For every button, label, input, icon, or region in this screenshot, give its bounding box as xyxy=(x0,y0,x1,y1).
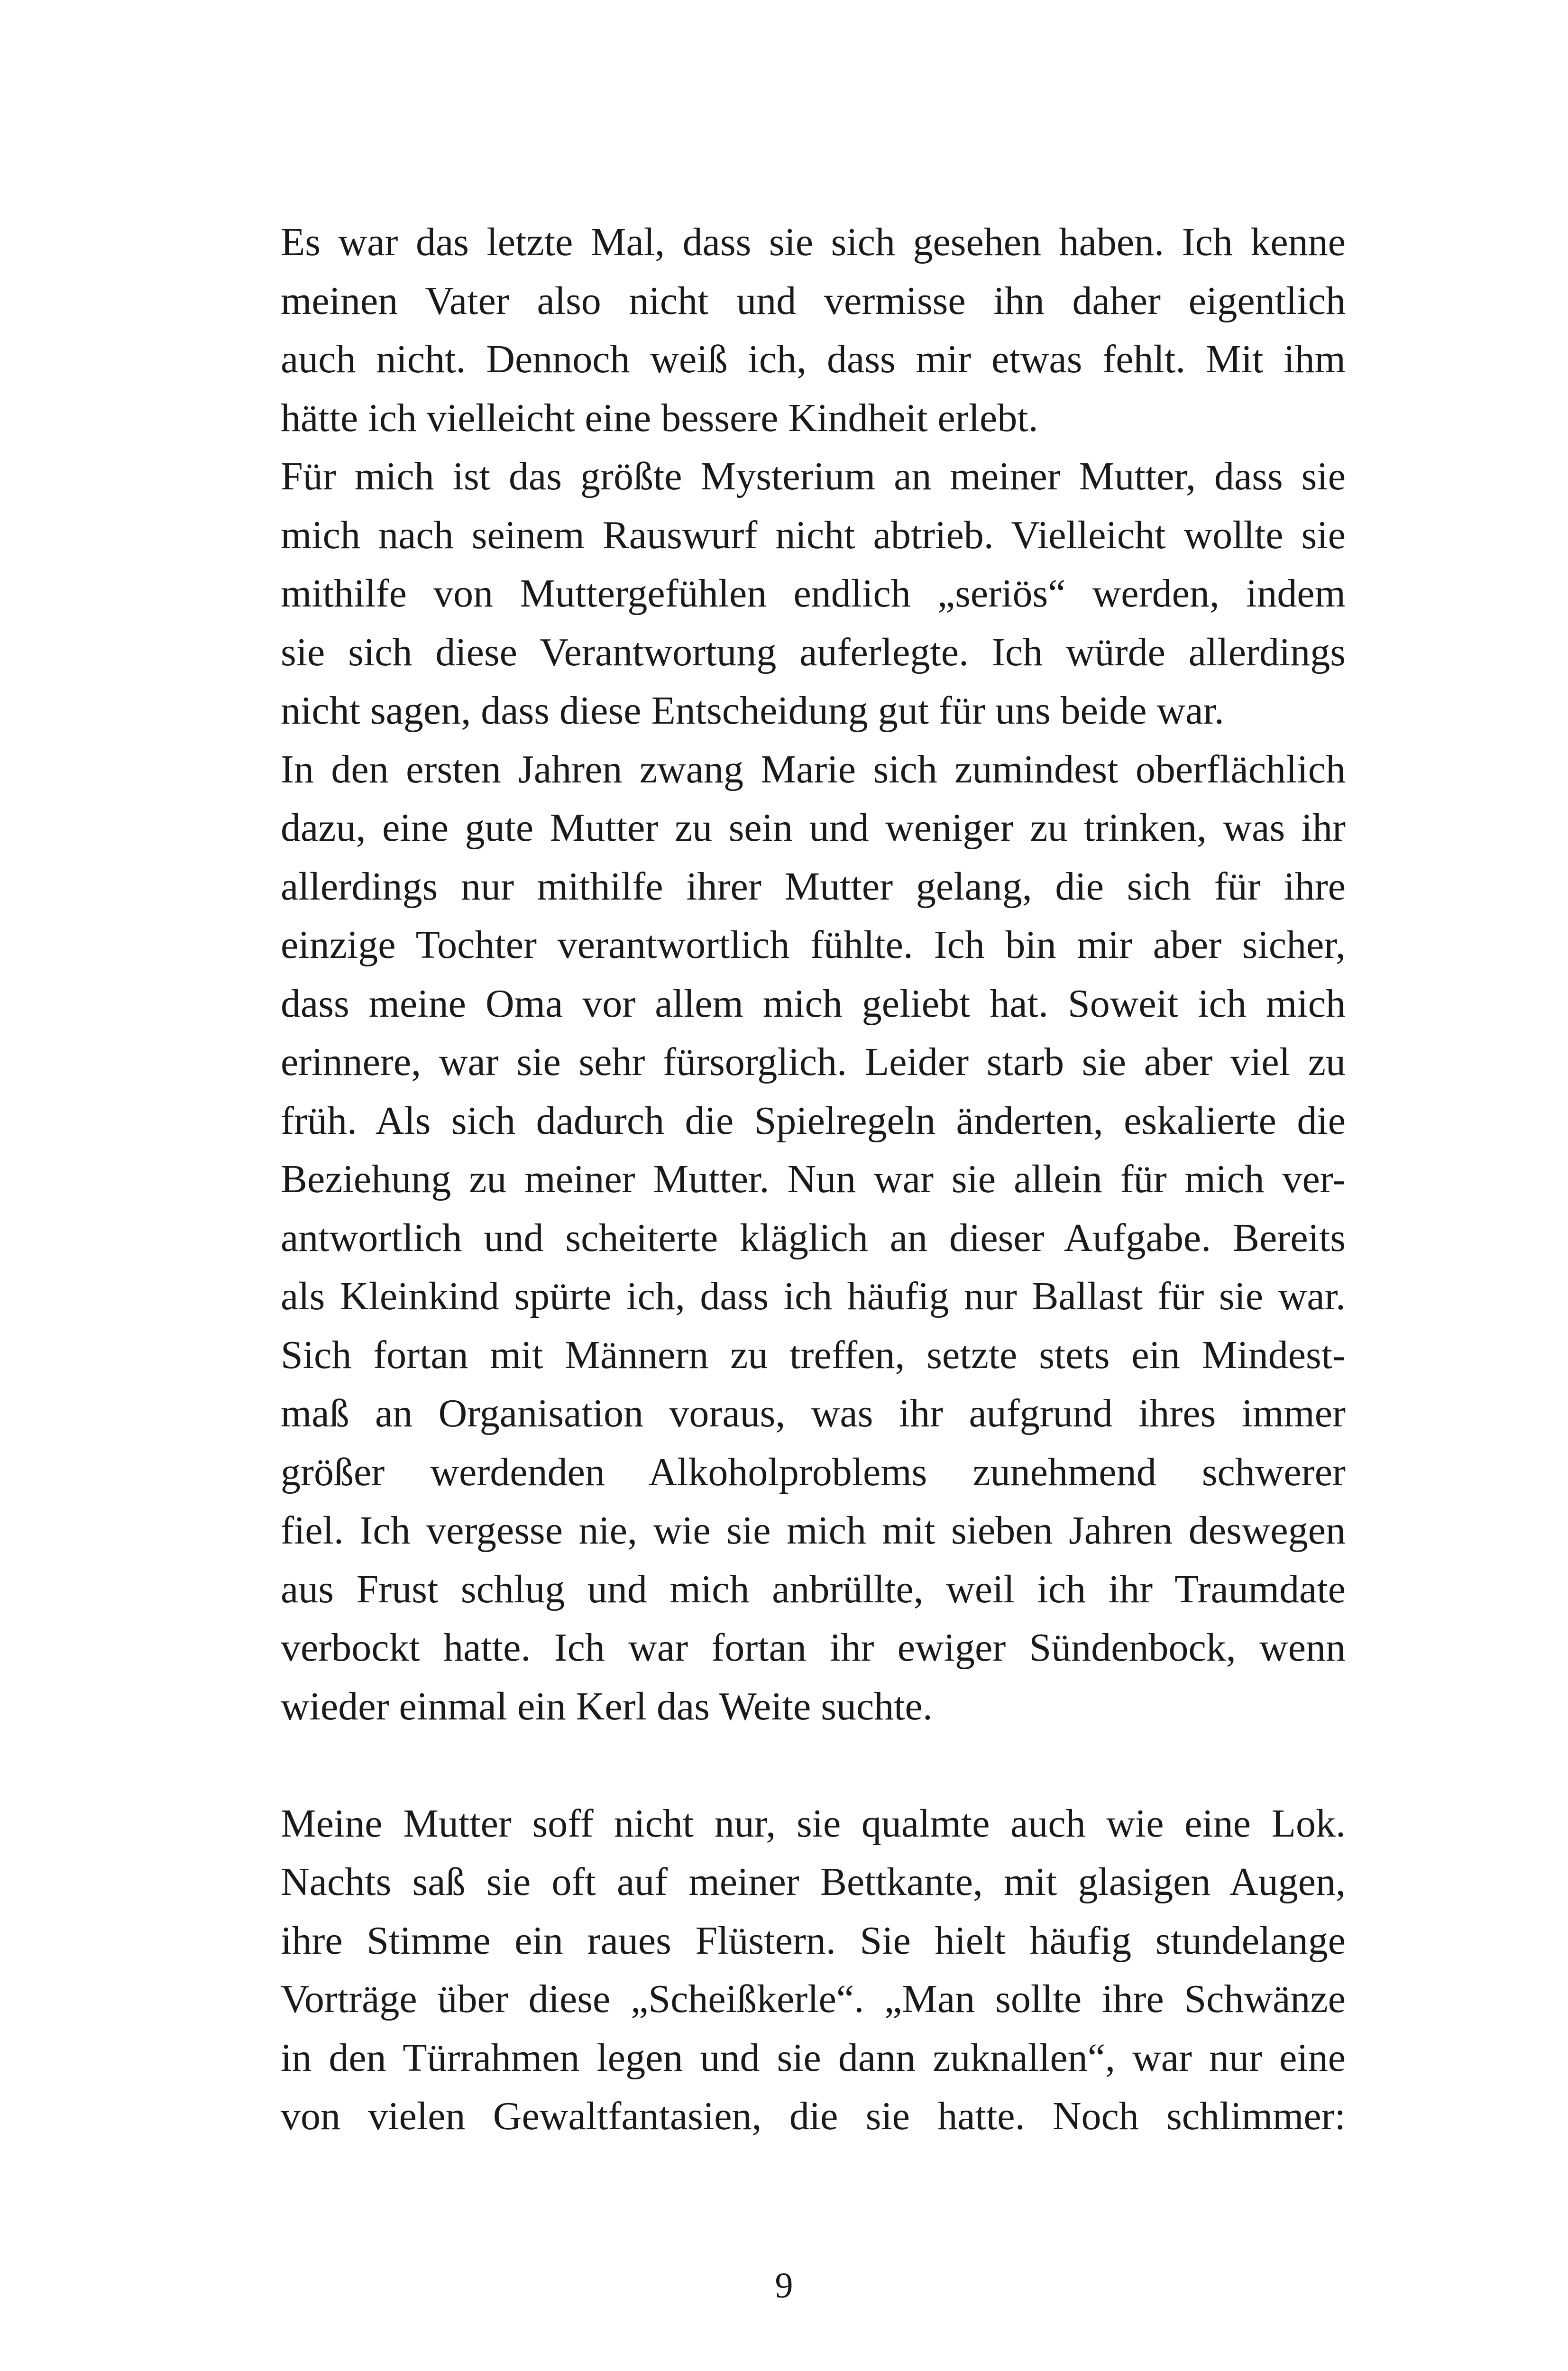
text-line: In den ersten Jahren zwang Marie sich zumindest oberflächlich xyxy=(281,747,1346,791)
text-line: nicht sagen, dass diese Entscheidung gut für uns beide war. xyxy=(281,689,1224,733)
text-line: ihre Stimme ein raues Flüstern. Sie hielt häufig stundelange xyxy=(281,1918,1346,1963)
text-line: maß an Organisation voraus, was ihr aufgrund ihres immer xyxy=(281,1391,1346,1435)
text-line: dazu, eine gute Mutter zu sein und weniger zu trinken, was ihr xyxy=(281,806,1346,850)
paragraph-spacer xyxy=(281,1736,1346,1794)
text-line: antwortlich und scheiterte kläglich an dieser Aufgabe. Bereits xyxy=(281,1215,1346,1260)
text-line: früh. Als sich dadurch die Spielregeln änderten, eskalierte die xyxy=(281,1098,1346,1143)
text-line: als Kleinkind spürte ich, dass ich häufig nur Ballast für sie war. xyxy=(281,1274,1346,1318)
text-line: größer werdenden Alkoholproblems zunehmend schwerer xyxy=(281,1450,1346,1494)
paragraph-2 xyxy=(281,447,1346,740)
text-line: in den Türrahmen legen und sie dann zuknallen“, war nur eine xyxy=(281,2035,1346,2080)
text-line: von vielen Gewaltfantasien, die sie hatte. Noch schlimmer: xyxy=(281,2094,1346,2138)
paragraph-4 xyxy=(281,1794,1346,2146)
text-line: allerdings nur mithilfe ihrer Mutter gelang, die sich für ihre xyxy=(281,864,1346,909)
text-line: verbockt hatte. Ich war fortan ihr ewiger Sündenbock, wenn xyxy=(281,1626,1346,1670)
text-line: auch nicht. Dennoch weiß ich, dass mir etwas fehlt. Mit ihm xyxy=(281,337,1346,381)
text-line: aus Frust schlug und mich anbrüllte, weil ich ihr Traumdate xyxy=(281,1567,1346,1611)
text-line: meinen Vater also nicht und vermisse ihn daher eigentlich xyxy=(281,278,1346,323)
paragraph-1 xyxy=(281,213,1346,447)
text-line: Nachts saß sie oft auf meiner Bettkante, mit glasigen Augen, xyxy=(281,1860,1346,1904)
text-line: Beziehung zu meiner Mutter. Nun war sie allein für mich ver- xyxy=(281,1157,1346,1201)
text-line: erinnere, war sie sehr fürsorglich. Leider starb sie aber viel zu xyxy=(281,1040,1346,1084)
text-line: dass meine Oma vor allem mich geliebt hat. Soweit ich mich xyxy=(281,981,1346,1026)
paragraph-3 xyxy=(281,740,1346,1736)
text-line: Es war das letzte Mal, dass sie sich gesehen haben. Ich kenne xyxy=(281,220,1346,264)
text-line: sie sich diese Verantwortung auferlegte. Ich würde allerdings xyxy=(281,630,1346,674)
text-line: Für mich ist das größte Mysterium an meiner Mutter, dass sie xyxy=(281,454,1346,498)
text-line: mithilfe von Muttergefühlen endlich „seriös“ werden, indem xyxy=(281,571,1346,616)
text-line: hätte ich vielleicht eine bessere Kindheit erlebt. xyxy=(281,395,1038,440)
text-line: Sich fortan mit Männern zu treffen, setzte stets ein Mindest- xyxy=(281,1333,1346,1377)
text-line: fiel. Ich vergesse nie, wie sie mich mit sieben Jahren deswegen xyxy=(281,1508,1346,1553)
text-line: einzige Tochter verantwortlich fühlte. Ich bin mir aber sicher, xyxy=(281,923,1346,967)
text-line: Meine Mutter soff nicht nur, sie qualmte auch wie eine Lok. xyxy=(281,1801,1346,1846)
text-line: mich nach seinem Rauswurf nicht abtrieb. Vielleicht wollte sie xyxy=(281,513,1346,557)
text-line: wieder einmal ein Kerl das Weite suchte. xyxy=(281,1684,933,1728)
text-line: Vorträge über diese „Scheißkerle“. „Man sollte ihre Schwänze xyxy=(281,1977,1346,2021)
body-text xyxy=(281,213,1346,2146)
page-number: 9 xyxy=(775,2266,793,2306)
